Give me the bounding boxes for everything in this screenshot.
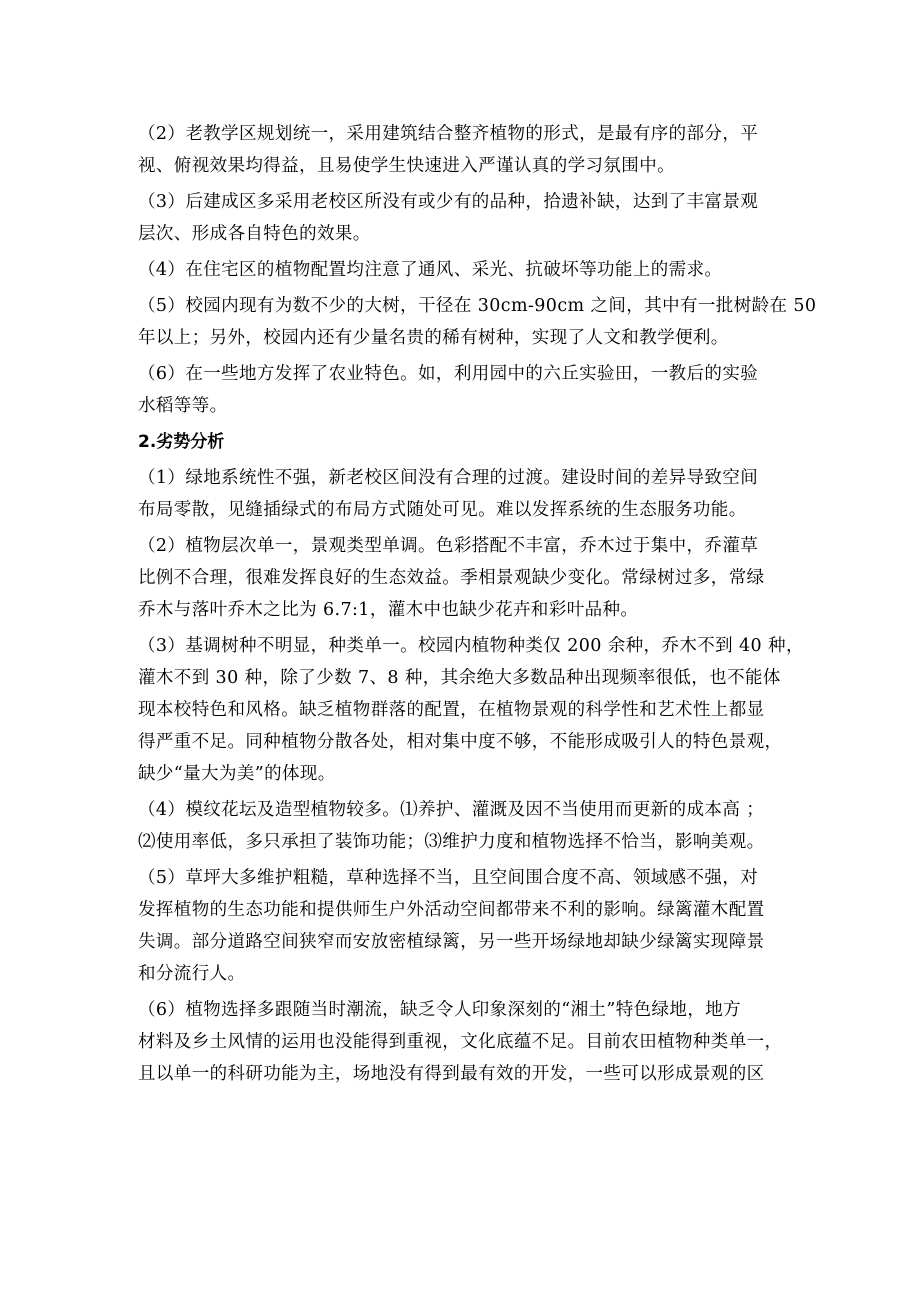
text-line: 得严重不足。同种植物分散各处，相对集中度不够，不能形成吸引人的特色景观， xyxy=(138,732,783,752)
weakness-item-6 xyxy=(138,994,783,1090)
weakness-item-4 xyxy=(138,794,783,858)
text-line: （5）校园内现有为数不少的大树，干径在 30cm-90cm 之间，其中有一批树龄在 50 xyxy=(138,296,817,316)
strength-item-6 xyxy=(138,358,783,422)
text-line: 水稻等等。 xyxy=(138,396,228,416)
text-line: （4）模纹花坛及造型植物较多。⑴养护、灌溉及因不当使用而更新的成本高 ； xyxy=(138,800,765,820)
text-line: （2）植物层次单一，景观类型单调。色彩搭配不丰富，乔木过于集中，乔灌草 xyxy=(138,536,759,556)
strength-item-2 xyxy=(138,118,783,182)
weakness-item-1 xyxy=(138,462,783,526)
text-line: 材料及乡土风情的运用也没能得到重视，文化底蕴不足。目前农田植物种类单一， xyxy=(138,1032,783,1052)
text-line: 视、俯视效果均得益，且易使学生快速进入严谨认真的学习氛围中。 xyxy=(138,156,675,176)
text-line: 和分流行人。 xyxy=(138,964,246,984)
text-line: 现本校特色和风格。缺乏植物群落的配置，在植物景观的科学性和艺术性上都显 xyxy=(138,700,765,720)
text-line: （1）绿地系统性不强，新老校区间没有合理的过渡。建设时间的差异导致空间 xyxy=(138,468,759,488)
document-page xyxy=(138,118,817,1094)
text-line: 比例不合理，很难发挥良好的生态效益。季相景观缺少变化。常绿树过多，常绿 xyxy=(138,568,765,588)
text-line: （2）老教学区规划统一，采用建筑结合整齐植物的形式，是最有序的部分，平 xyxy=(138,124,759,144)
strength-item-3 xyxy=(138,186,783,250)
section-heading-weakness: 2.劣势分析 xyxy=(138,432,225,452)
text-line: 失调。部分道路空间狭窄而安放密植绿篱，另一些开场绿地却缺少绿篱实现障景 xyxy=(138,932,765,952)
text-line: ⑵使用率低，多只承担了装饰功能；⑶维护力度和植物选择不恰当，影响美观。 xyxy=(138,832,765,852)
text-line: （4）在住宅区的植物配置均注意了通风、采光、抗破坏等功能上的需求。 xyxy=(138,260,723,280)
text-line: 灌木不到 30 种，除了少数 7、8 种，其余绝大多数品种出现频率很低，也不能体 xyxy=(138,668,781,688)
text-line: （5）草坪大多维护粗糙，草种选择不当，且空间围合度不高、领域感不强，对 xyxy=(138,868,759,888)
text-line: （3）基调树种不明显，种类单一。校园内植物种类仅 200 余种，乔木不到 40 种， xyxy=(138,636,804,656)
text-line: 层次、形成各自特色的效果。 xyxy=(138,224,371,244)
strength-item-5 xyxy=(138,290,817,354)
text-line: 且以单一的科研功能为主，场地没有得到最有效的开发，一些可以形成景观的区 xyxy=(138,1064,765,1084)
text-line: （6）植物选择多跟随当时潮流，缺乏令人印象深刻的“湘土”特色绿地，地方 xyxy=(138,1000,742,1020)
weakness-item-3 xyxy=(138,630,804,790)
text-line: 布局零散，见缝插绿式的布局方式随处可见。难以发挥系统的生态服务功能。 xyxy=(138,500,747,520)
text-line: 年以上；另外，校园内还有少量名贵的稀有树种，实现了人文和教学便利。 xyxy=(138,328,729,348)
weakness-item-2 xyxy=(138,530,783,626)
strength-item-4 xyxy=(138,254,783,286)
text-line: （3）后建成区多采用老校区所没有或少有的品种，拾遗补缺，达到了丰富景观 xyxy=(138,192,759,212)
weakness-item-5 xyxy=(138,862,783,990)
text-line: 乔木与落叶乔木之比为 6.7:1，灌木中也缺少花卉和彩叶品种。 xyxy=(138,600,639,620)
text-line: 缺少“量大为美”的体现。 xyxy=(138,764,336,784)
text-line: 发挥植物的生态功能和提供师生户外活动空间都带来不利的影响。绿篱灌木配置 xyxy=(138,900,765,920)
text-line: （6）在一些地方发挥了农业特色。如，利用园中的六丘实验田，一教后的实验 xyxy=(138,364,759,384)
